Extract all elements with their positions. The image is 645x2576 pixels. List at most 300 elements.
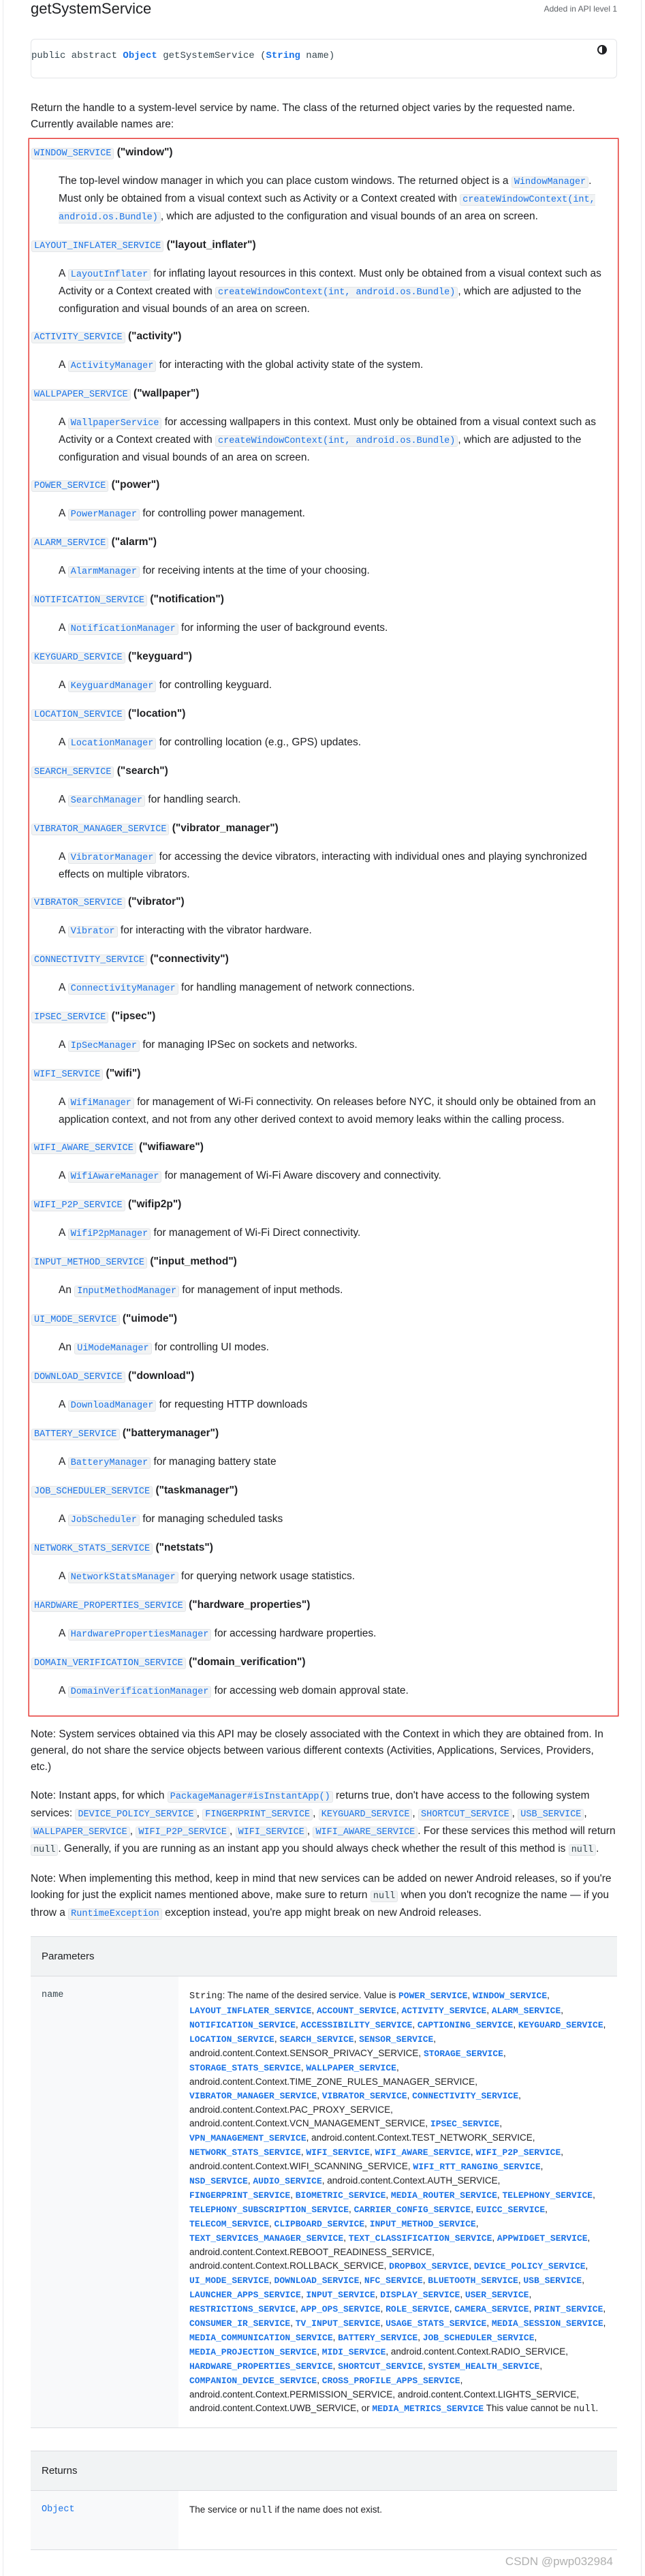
service-name: ("search") — [116, 765, 168, 777]
service-constant-link[interactable]: KEYGUARD_SERVICE — [31, 652, 125, 664]
service-header — [31, 328, 615, 346]
service-header — [31, 1066, 615, 1083]
service-name: ("notification") — [150, 593, 224, 605]
service-header — [31, 1540, 615, 1557]
text: , which are adjusted to the configuration and visual bounds of an area on screen. — [59, 285, 582, 315]
param-value-link[interactable]: TELEPHONY_SUBSCRIPTION_SERVICE — [189, 2205, 349, 2215]
service-item — [31, 328, 615, 375]
param-value-link[interactable]: BLUETOOTH_SERVICE — [428, 2276, 518, 2286]
service-constant-link[interactable]: DOWNLOAD_SERVICE — [31, 1371, 125, 1383]
code-link[interactable]: RuntimeException — [68, 1908, 162, 1920]
code-link[interactable]: SearchManager — [68, 795, 145, 807]
text: An — [59, 1341, 75, 1353]
code-link[interactable]: KeyguardManager — [68, 681, 157, 692]
service-constant-link[interactable]: NETWORK_STATS_SERVICE — [31, 1543, 153, 1555]
method-description: Return the handle to a system-level service by name. The class of the returned object varies by the requested name. Currently available names are: — [31, 102, 576, 130]
text: for accessing wallpapers in this context. Must only be obtained from a visual context such as Activity or a Context created with — [59, 416, 596, 446]
service-name: ("wifiaware") — [139, 1141, 204, 1153]
service-name: ("taskmanager") — [155, 1485, 238, 1496]
param-value: android.content.Context.RADIO_SERVICE — [390, 2346, 566, 2357]
param-value-link[interactable]: ALARM_SERVICE — [491, 2006, 561, 2016]
service-header — [31, 649, 615, 666]
code-link[interactable]: SHORTCUT_SERVICE — [418, 1809, 512, 1820]
service-description — [59, 1339, 610, 1357]
param-value: android.content.Context.PERMISSION_SERVICE — [189, 2389, 393, 2400]
param-value-link[interactable]: WIFI_RTT_RANGING_SERVICE — [413, 2162, 541, 2172]
service-item — [31, 591, 615, 638]
param-value-link[interactable]: PRINT_SERVICE — [533, 2304, 603, 2314]
param-value: android.content.Context.WIFI_SCANNING_SERVICE — [189, 2161, 408, 2171]
service-constant-link[interactable]: LAYOUT_INFLATER_SERVICE — [31, 240, 163, 252]
param-value-link[interactable]: KEYGUARD_SERVICE — [518, 2020, 603, 2030]
text: for accessing the device vibrators, interacting with individual ones and playing synchronized effects on multiple vibrators. — [59, 851, 587, 880]
text: returns true, don't have access to the following system services: — [31, 1790, 590, 1819]
param-value-link[interactable]: MIDI_SERVICE — [321, 2347, 386, 2357]
service-item — [31, 1066, 615, 1128]
param-value-link[interactable]: MEDIA_METRICS_SERVICE — [372, 2404, 484, 2414]
text: , — [196, 1807, 203, 1819]
param-value-link[interactable]: DROPBOX_SERVICE — [389, 2261, 469, 2271]
text: A — [59, 794, 68, 805]
text: for controlling power management. — [140, 508, 305, 519]
returns-table — [31, 2451, 617, 2550]
service-item — [31, 477, 615, 523]
service-header — [31, 820, 615, 838]
code-link[interactable]: LocationManager — [68, 738, 157, 749]
text: A — [59, 1570, 68, 1582]
param-value: android.content.Context.LIGHTS_SERVICE — [397, 2389, 577, 2400]
text: for management of Wi-Fi Direct connectivity. — [151, 1227, 361, 1239]
service-header — [31, 386, 615, 403]
service-header — [31, 763, 615, 781]
param-value: android.content.Context.SENSOR_PRIVACY_SERVICE — [189, 2048, 419, 2058]
param-value-link[interactable]: SENSOR_SERVICE — [359, 2034, 434, 2045]
api-level: Added in API level 1 — [544, 4, 617, 14]
service-name: ("power") — [111, 479, 160, 491]
service-constant-link[interactable]: WIFI_P2P_SERVICE — [31, 1200, 125, 1211]
param-value-link[interactable]: ACTIVITY_SERVICE — [401, 2006, 487, 2016]
param-value-link[interactable]: CONNECTIVITY_SERVICE — [412, 2091, 519, 2101]
text: A — [59, 359, 68, 371]
service-description — [59, 1397, 610, 1414]
text: A — [59, 1399, 68, 1410]
code-link[interactable]: NotificationManager — [68, 623, 178, 635]
service-item — [31, 534, 615, 580]
param-value-link[interactable]: WIFI_SERVICE — [306, 2147, 370, 2158]
text: , — [512, 1807, 518, 1819]
code-link[interactable]: WIFI_AWARE_SERVICE — [313, 1827, 418, 1838]
param-value-link[interactable]: VIBRATOR_MANAGER_SERVICE — [189, 2091, 317, 2101]
param-value-link[interactable]: WINDOW_SERVICE — [472, 1991, 548, 2001]
text: A — [59, 1513, 68, 1525]
service-description — [59, 677, 610, 695]
method-doc — [31, 0, 617, 2569]
code-link[interactable]: createWindowContext(int, android.os.Bundle) — [215, 287, 458, 298]
method-signature — [31, 39, 617, 78]
text: A — [59, 1685, 68, 1696]
service-constant-link[interactable]: CONNECTIVITY_SERVICE — [31, 955, 147, 966]
code-literal: null — [371, 1891, 398, 1902]
text: This value cannot be — [484, 2403, 574, 2413]
text: for accessing web domain approval state. — [211, 1685, 409, 1696]
text: Note: Instant apps, for which — [31, 1790, 168, 1801]
service-item — [31, 386, 615, 466]
code-link[interactable]: ActivityManager — [68, 360, 157, 372]
text: A — [59, 679, 68, 691]
param-value-link[interactable]: CARRIER_CONFIG_SERVICE — [353, 2205, 471, 2215]
service-constant-link[interactable]: ACTIVITY_SERVICE — [31, 332, 125, 343]
param-value-link[interactable]: BIOMETRIC_SERVICE — [295, 2190, 386, 2201]
text: for management of input methods. — [179, 1284, 343, 1296]
param-value-link[interactable]: COMPANION_DEVICE_SERVICE — [189, 2376, 317, 2386]
param-value-link[interactable]: CAPTIONING_SERVICE — [417, 2020, 514, 2030]
text: A — [59, 1628, 68, 1639]
code-link[interactable]: createWindowContext(int, android.os.Bundle) — [59, 195, 595, 223]
param-value-link[interactable]: DEVICE_POLICY_SERVICE — [473, 2261, 586, 2271]
service-constant-link[interactable]: HARDWARE_PROPERTIES_SERVICE — [31, 1600, 186, 1612]
service-name: ("wifip2p") — [127, 1198, 182, 1210]
param-value-link[interactable]: LAUNCHER_APPS_SERVICE — [189, 2290, 301, 2300]
service-description — [59, 1683, 610, 1701]
service-header — [31, 1254, 615, 1271]
text: for receiving intents at the time of your choosing. — [140, 565, 370, 576]
service-constant-link[interactable]: NOTIFICATION_SERVICE — [31, 595, 147, 606]
service-item — [31, 144, 615, 226]
service-constant-link[interactable]: POWER_SERVICE — [31, 480, 108, 492]
param-value-link[interactable]: APPWIDGET_SERVICE — [497, 2233, 588, 2244]
service-item — [31, 1311, 615, 1357]
service-constant-link[interactable]: SEARCH_SERVICE — [31, 766, 114, 778]
param-value-link[interactable]: SEARCH_SERVICE — [279, 2034, 354, 2045]
service-description — [59, 1094, 610, 1128]
code-link[interactable]: WifiP2pManager — [68, 1228, 151, 1240]
param-value-link[interactable]: SHORTCUT_SERVICE — [338, 2361, 423, 2372]
service-constant-link[interactable]: UI_MODE_SERVICE — [31, 1314, 120, 1326]
service-constant-link[interactable]: ALARM_SERVICE — [31, 538, 108, 549]
code-link[interactable]: createWindowContext(int, android.os.Bundle) — [215, 435, 458, 447]
param-value-link[interactable]: VPN_MANAGEMENT_SERVICE — [189, 2133, 306, 2143]
param-value-link[interactable]: LOCATION_SERVICE — [189, 2034, 274, 2045]
param-value-link[interactable]: MEDIA_SESSION_SERVICE — [491, 2318, 603, 2329]
service-name: ("netstats") — [155, 1542, 213, 1553]
param-value-link[interactable]: LAYOUT_INFLATER_SERVICE — [189, 2006, 312, 2016]
service-header — [31, 706, 615, 724]
service-description — [59, 1454, 610, 1472]
code-link[interactable]: DownloadManager — [68, 1400, 157, 1412]
service-description — [59, 980, 610, 997]
param-value: android.content.Context.ROLLBACK_SERVICE — [189, 2261, 384, 2271]
param-value-link[interactable]: USB_SERVICE — [523, 2276, 582, 2286]
text: . Must only be obtained from a visual context such as Activity or a Context created with — [59, 175, 592, 204]
param-value-link[interactable]: UI_MODE_SERVICE — [189, 2276, 270, 2286]
param-value: android.content.Context.UWB_SERVICE — [189, 2403, 357, 2413]
code-link[interactable]: PowerManager — [68, 509, 140, 521]
param-value-link[interactable]: AUDIO_SERVICE — [253, 2176, 322, 2186]
service-item — [31, 1368, 615, 1414]
text: for informing the user of background events. — [178, 622, 388, 634]
text: Note: System services obtained via this API may be closely associated with the Context in which they are obtained from. In general, do not share the service objects between various different contexts (Activities, Applications, Services, Providers, etc.) — [31, 1728, 603, 1773]
param-value-link[interactable]: ACCESSIBILITY_SERVICE — [300, 2020, 413, 2030]
service-name: ("window") — [116, 146, 173, 158]
code-link[interactable]: BatteryManager — [68, 1457, 151, 1469]
service-constant-link[interactable]: INPUT_METHOD_SERVICE — [31, 1257, 147, 1269]
page — [3, 0, 642, 2576]
null-literal: null — [250, 2506, 272, 2516]
param-value-link[interactable]: IPSEC_SERVICE — [430, 2119, 500, 2129]
service-item — [31, 1540, 615, 1586]
param-value-link[interactable]: INPUT_SERVICE — [306, 2290, 375, 2300]
service-item — [31, 1139, 615, 1185]
code-link[interactable]: WallpaperService — [68, 418, 162, 429]
text: A — [59, 1170, 68, 1181]
param-value-link[interactable]: FINGERPRINT_SERVICE — [189, 2190, 291, 2201]
service-description — [59, 357, 610, 375]
param-value-link[interactable]: NOTIFICATION_SERVICE — [189, 2020, 296, 2030]
service-constant-link[interactable]: WIFI_AWARE_SERVICE — [31, 1143, 136, 1154]
code-link[interactable]: IpSecManager — [68, 1040, 140, 1052]
text: , — [229, 1825, 236, 1837]
param-value: android.content.Context.VCN_MANAGEMENT_SERVICE — [189, 2118, 426, 2128]
text: A — [59, 1456, 68, 1468]
service-constant-link[interactable]: IPSEC_SERVICE — [31, 1012, 108, 1023]
service-header — [31, 1196, 615, 1214]
service-name: ("batterymanager") — [122, 1427, 219, 1439]
text: for querying network usage statistics. — [178, 1570, 356, 1582]
service-constant-link[interactable]: WIFI_SERVICE — [31, 1069, 103, 1081]
param-value-link[interactable]: JOB_SCHEDULER_SERVICE — [422, 2333, 535, 2343]
service-item — [31, 894, 615, 940]
service-name: ("ipsec") — [111, 1010, 156, 1022]
code-link[interactable]: VibratorManager — [68, 852, 157, 864]
text: for interacting with the vibrator hardware. — [117, 925, 312, 936]
text: for handling management of network connections. — [178, 982, 415, 993]
service-constant-link[interactable]: BATTERY_SERVICE — [31, 1429, 120, 1440]
service-description — [59, 414, 610, 466]
method-header — [31, 0, 617, 27]
null-literal: null — [573, 2404, 596, 2415]
note — [31, 1871, 617, 1923]
param-value-link[interactable]: CAMERA_SERVICE — [454, 2304, 529, 2314]
text: for managing scheduled tasks — [140, 1513, 283, 1525]
table-row — [31, 2491, 617, 2550]
param-value-link[interactable]: POWER_SERVICE — [398, 1991, 468, 2001]
param-value-link[interactable]: VIBRATOR_SERVICE — [321, 2091, 407, 2101]
text: or — [361, 2403, 373, 2413]
code-link[interactable]: USB_SERVICE — [518, 1809, 584, 1820]
text: A — [59, 1227, 68, 1239]
service-description — [59, 849, 610, 883]
service-item — [31, 763, 615, 809]
param-lead: : The name of the desired service. Value is — [222, 1990, 398, 2000]
param-value-link[interactable]: INPUT_METHOD_SERVICE — [369, 2219, 476, 2229]
note — [31, 1788, 617, 1859]
table-row — [31, 1976, 617, 2428]
service-name: ("connectivity") — [150, 953, 229, 965]
text: Note: When implementing this method, keep in mind that new services can be added on newer Android releases, so if you're looking for just the explicit names mentioned above, make sure to return — [31, 1873, 612, 1901]
code-link[interactable]: NetworkStatsManager — [68, 1572, 178, 1583]
parameters-table — [31, 1936, 617, 2428]
code-link[interactable]: KEYGUARD_SERVICE — [319, 1809, 413, 1820]
param-value-link[interactable]: TV_INPUT_SERVICE — [295, 2318, 381, 2329]
service-name: ("activity") — [127, 330, 182, 342]
service-description — [59, 1568, 610, 1586]
service-name: ("alarm") — [111, 536, 157, 548]
param-value-link[interactable]: NSD_SERVICE — [189, 2176, 248, 2186]
param-name: name — [31, 1976, 178, 2428]
param-value-link[interactable]: STORAGE_STATS_SERVICE — [189, 2063, 301, 2073]
code-link[interactable]: WindowManager — [512, 176, 588, 188]
param-value-link[interactable]: BATTERY_SERVICE — [338, 2333, 418, 2343]
service-description — [59, 1626, 610, 1643]
code-link[interactable]: UiModeManager — [74, 1343, 151, 1354]
service-constant-link[interactable]: WINDOW_SERVICE — [31, 148, 114, 159]
code-link[interactable]: HardwarePropertiesManager — [68, 1629, 212, 1641]
param-value-link[interactable]: NFC_SERVICE — [364, 2276, 423, 2286]
service-header — [31, 1311, 615, 1329]
service-item — [31, 649, 615, 695]
param-value-link[interactable]: DISPLAY_SERVICE — [380, 2290, 460, 2300]
service-constant-link[interactable]: VIBRATOR_MANAGER_SERVICE — [31, 824, 169, 835]
service-name: ("hardware_properties") — [189, 1599, 311, 1611]
service-header — [31, 951, 615, 969]
text: for handling search. — [145, 794, 241, 805]
code-link[interactable]: WifiAwareManager — [68, 1171, 162, 1183]
service-description — [59, 266, 610, 317]
service-header — [31, 1368, 615, 1386]
code-link[interactable]: PackageManager#isInstantApp() — [168, 1791, 333, 1803]
service-constant-link[interactable]: WALLPAPER_SERVICE — [31, 389, 131, 401]
code-link[interactable]: Vibrator — [68, 926, 118, 937]
text: The top-level window manager in which you can place custom windows. The returned object is a — [59, 175, 512, 187]
param-value-link[interactable]: ACCOUNT_SERVICE — [316, 2006, 396, 2016]
param-value: android.content.Context.REBOOT_READINESS_SERVICE — [189, 2247, 432, 2257]
code-link[interactable]: WIFI_P2P_SERVICE — [136, 1827, 230, 1838]
param-value-link[interactable]: USAGE_STATS_SERVICE — [386, 2318, 487, 2329]
text: A — [59, 925, 68, 936]
service-item — [31, 1254, 615, 1300]
service-item — [31, 1008, 615, 1055]
text: for controlling UI modes. — [151, 1341, 269, 1353]
code-link[interactable]: DomainVerificationManager — [68, 1686, 212, 1698]
code-link[interactable]: AlarmManager — [68, 566, 140, 578]
param-value-link[interactable]: CROSS_PROFILE_APPS_SERVICE — [321, 2376, 460, 2386]
param-description: String: The name of the desired service. Value is POWER_SERVICE, WINDOW_SERVICE, LAYOUT_INFLATER_SERVICE, ACCOUNT_SERVICE, ACTIVITY_SERVICE, ALARM_SERVICE, NOTIFICATION_SERVICE, ACCESSIBILITY_SERVICE, CAPTIONING_SERVICE, KEYGUARD_SERVICE, LOCATION_SERVICE, SEARCH_SERVICE, SENSOR_SERVICE, android.content.Context.SENSOR_PRIVACY_SERVICE, STORAGE_SERVICE, STORAGE_STATS_SERVICE, WALLPAPER_SERVICE, android.content.Context.TIME_ZONE_RULES_MANAGER_SERVICE, VIBRATOR_MANAGER_SERVICE, VIBRATOR_SERVICE, CONNECTIVITY_SERVICE, android.content.Context.PAC_PROXY_SERVICE, android.content.Context.VCN_MANAGEMENT_SERVICE, IPSEC_SERVICE, VPN_MANAGEMENT_SERVICE, android.content.Context.TEST_NETWORK_SERVICE, NETWORK_STATS_SERVICE, WIFI_SERVICE, WIFI_AWARE_SERVICE, WIFI_P2P_SERVICE, android.content.Context.WIFI_SCANNING_SERVICE, WIFI_RTT_RANGING_SERVICE, NSD_SERVICE, AUDIO_SERVICE, android.content.Context.AUTH_SERVICE, FINGERPRINT_SERVICE, BIOMETRIC_SERVICE, MEDIA_ROUTER_SERVICE, TELEPHONY_SERVICE, TELEPHONY_SUBSCRIPTION_SERVICE, CARRIER_CONFIG_SERVICE, EUICC_SERVICE, TELECOM_SERVICE, CLIPBOARD_SERVICE, INPUT_METHOD_SERVICE, TEXT_SERVICES_MANAGER_SERVICE, TEXT_CLASSIFICATION_SERVICE, APPWIDGET_SERVICE, android.content.Context.REBOOT_READINESS_SERVICE, android.content.Context.ROLLBACK_SERVICE, DROPBOX_SERVICE, DEVICE_POLICY_SERVICE, UI_MODE_SERVICE, DOWNLOAD_SERVICE, NFC_SERVICE, BLUETOOTH_SERVICE, USB_SERVICE, LAUNCHER_APPS_SERVICE, INPUT_SERVICE, DISPLAY_SERVICE, USER_SERVICE, RESTRICTIONS_SERVICE, APP_OPS_SERVICE, ROLE_SERVICE, CAMERA_SERVICE, PRINT_SERVICE, CONSUMER_IR_SERVICE, TV_INPUT_SERVICE, USAGE_STATS_SERVICE, MEDIA_SESSION_SERVICE, MEDIA_COMMUNICATION_SERVICE, BATTERY_SERVICE, JOB_SCHEDULER_SERVICE, MEDIA_PROJECTION_SERVICE, MIDI_SERVICE, android.content.Context.RADIO_SERVICE, HARDWARE_PROPERTIES_SERVICE, SHORTCUT_SERVICE, SYSTEM_HEALTH_SERVICE, COMPANION_DEVICE_SERVICE, CROSS_PROFILE_APPS_SERVICE, android.content.Context.PERMISSION_SERVICE, android.content.Context.LIGHTS_SERVICE, android.content.Context.UWB_SERVICE, or MEDIA_METRICS_SERVICE This value cannot be null. — [178, 1976, 617, 2428]
service-description — [59, 620, 610, 638]
theme-toggle-icon[interactable] — [597, 45, 607, 55]
code-link[interactable]: LayoutInflater — [68, 269, 151, 281]
service-description — [59, 173, 610, 226]
text: A — [59, 1039, 68, 1051]
text: for controlling location (e.g., GPS) updates. — [156, 736, 362, 748]
code-literal: null — [31, 1844, 58, 1856]
param-type: String — [189, 1991, 223, 2002]
param-value-link[interactable]: WALLPAPER_SERVICE — [306, 2063, 396, 2073]
code-link[interactable]: ConnectivityManager — [68, 983, 178, 995]
code-link[interactable]: JobScheduler — [68, 1515, 140, 1526]
service-name: ("keyguard") — [127, 651, 192, 662]
service-name: ("layout_inflater") — [166, 239, 256, 251]
param-value-link[interactable]: RESTRICTIONS_SERVICE — [189, 2304, 296, 2314]
param-value-link[interactable]: CLIPBOARD_SERVICE — [274, 2219, 365, 2229]
param-value: android.content.Context.AUTH_SERVICE — [327, 2175, 498, 2186]
param-value-link[interactable]: MEDIA_COMMUNICATION_SERVICE — [189, 2333, 333, 2343]
text: . Generally, if you are running as an instant app you should always check whether the result of this method is — [58, 1843, 569, 1855]
code-link[interactable]: DEVICE_POLICY_SERVICE — [75, 1809, 196, 1820]
param-value-link[interactable]: NETWORK_STATS_SERVICE — [189, 2147, 301, 2158]
text: for inflating layout resources in this context. Must only be obtained from a visual context such as Activity or a Context created with — [59, 268, 601, 297]
param-value-link[interactable]: DOWNLOAD_SERVICE — [274, 2276, 360, 2286]
text: A — [59, 268, 68, 279]
service-name: ("location") — [127, 708, 186, 719]
text: A — [59, 982, 68, 993]
code-link[interactable]: WIFI_SERVICE — [236, 1827, 307, 1838]
param-value-link[interactable]: APP_OPS_SERVICE — [300, 2304, 381, 2314]
text: A — [59, 565, 68, 576]
param-value-link[interactable]: MEDIA_PROJECTION_SERVICE — [189, 2347, 317, 2357]
code-link[interactable]: WifiManager — [68, 1098, 134, 1109]
param-value-link[interactable]: HARDWARE_PROPERTIES_SERVICE — [189, 2361, 333, 2372]
param-value-link[interactable]: SYSTEM_HEALTH_SERVICE — [428, 2361, 540, 2372]
service-name: ("input_method") — [150, 1256, 237, 1267]
service-description — [59, 506, 610, 523]
service-header — [31, 591, 615, 609]
param-value-link[interactable]: STORAGE_SERVICE — [423, 2049, 503, 2059]
service-name: ("uimode") — [122, 1313, 177, 1324]
param-type-link[interactable]: String — [266, 50, 300, 61]
param-value-link[interactable]: USER_SERVICE — [465, 2290, 529, 2300]
service-constant-link[interactable]: JOB_SCHEDULER_SERVICE — [31, 1486, 153, 1498]
text: , — [412, 1807, 419, 1819]
code-link[interactable]: FINGERPRINT_SERVICE — [202, 1809, 313, 1820]
service-name: ("wallpaper") — [133, 388, 200, 399]
service-item — [31, 706, 615, 752]
service-description — [59, 1282, 610, 1300]
param-value-link[interactable]: TEXT_CLASSIFICATION_SERVICE — [348, 2233, 492, 2244]
return-text: The service or — [189, 2504, 251, 2515]
service-constant-link[interactable]: VIBRATOR_SERVICE — [31, 897, 125, 909]
service-description — [59, 922, 610, 940]
text: A — [59, 736, 68, 748]
param-value-link[interactable]: MEDIA_ROUTER_SERVICE — [390, 2190, 497, 2201]
method-title: getSystemService — [31, 0, 152, 17]
service-header — [31, 894, 615, 912]
code-link[interactable]: InputMethodManager — [74, 1286, 179, 1297]
signature-param: name) — [300, 50, 335, 61]
param-value: android.content.Context.PAC_PROXY_SERVICE — [189, 2105, 391, 2115]
return-type-link[interactable]: Object — [31, 2491, 178, 2550]
service-description — [59, 792, 610, 809]
param-value-link[interactable]: WIFI_AWARE_SERVICE — [375, 2147, 471, 2158]
text: , — [313, 1807, 319, 1819]
service-header — [31, 1483, 615, 1500]
code-link[interactable]: WALLPAPER_SERVICE — [31, 1827, 130, 1838]
param-value-link[interactable]: TELEPHONY_SERVICE — [502, 2190, 593, 2201]
service-description — [59, 1168, 610, 1185]
return-type-link[interactable]: Object — [123, 50, 157, 61]
service-constant-link[interactable]: DOMAIN_VERIFICATION_SERVICE — [31, 1658, 186, 1669]
text: A — [59, 1096, 68, 1108]
param-value: android.content.Context.TEST_NETWORK_SERVICE — [311, 2132, 533, 2143]
service-item — [31, 1654, 615, 1701]
param-value-link[interactable]: TELECOM_SERVICE — [189, 2219, 270, 2229]
param-value-link[interactable]: CONSUMER_IR_SERVICE — [189, 2318, 291, 2329]
param-value-link[interactable]: ROLE_SERVICE — [386, 2304, 450, 2314]
param-value-link[interactable]: WIFI_P2P_SERVICE — [475, 2147, 561, 2158]
param-value-link[interactable]: EUICC_SERVICE — [475, 2205, 546, 2215]
param-value-link[interactable]: TEXT_SERVICES_MANAGER_SERVICE — [189, 2233, 344, 2244]
return-description — [178, 2491, 617, 2550]
service-constant-link[interactable]: LOCATION_SERVICE — [31, 709, 125, 721]
